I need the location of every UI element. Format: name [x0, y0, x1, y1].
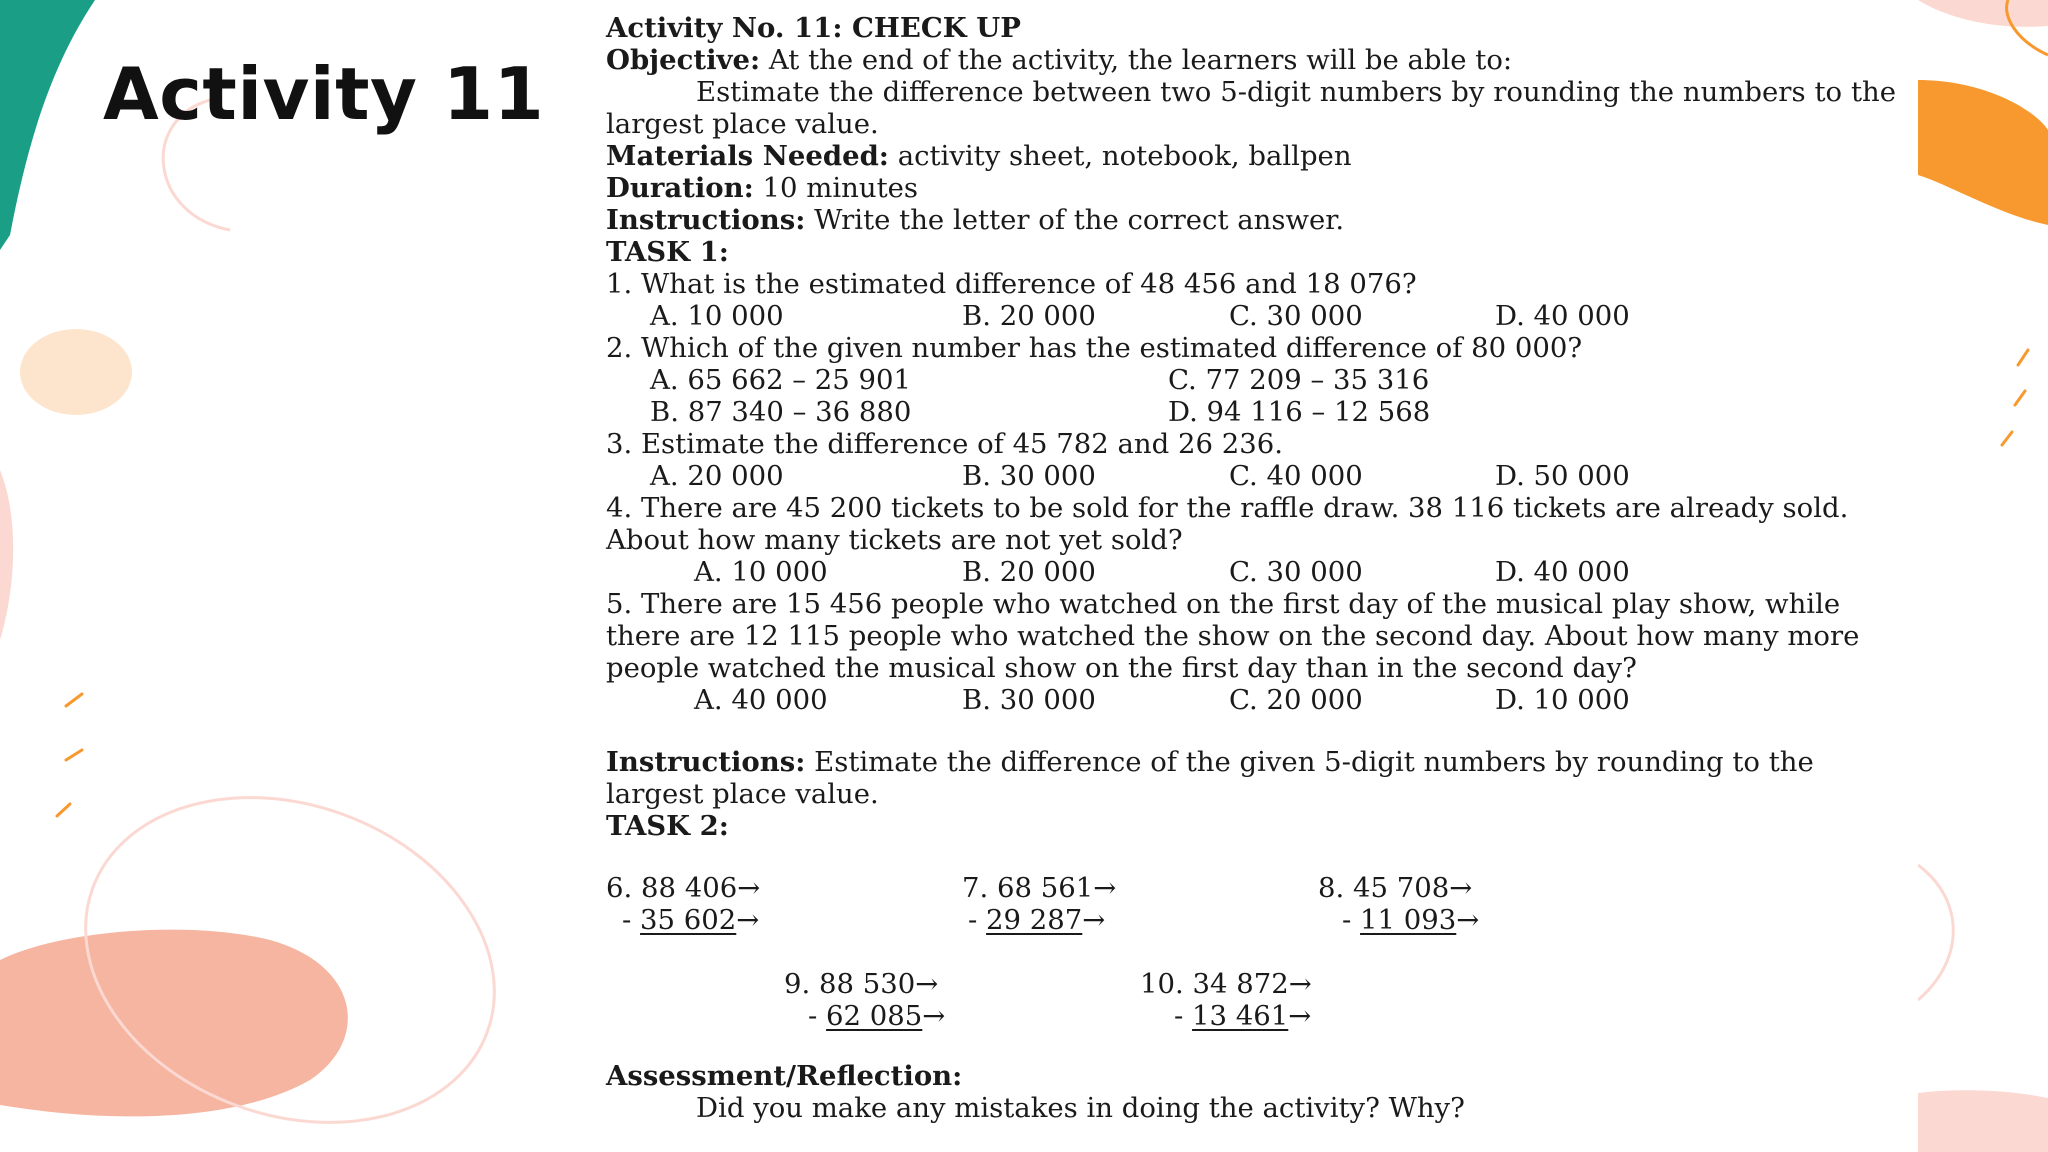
orange-dash	[57, 804, 70, 816]
problem-line-2	[962, 904, 1116, 936]
task2-problems	[606, 872, 1896, 1032]
task1-heading: TASK 1:	[606, 236, 729, 268]
question-4: 4. There are 45 200 tickets to be sold for the raffle draw. 38 116 tickets are already sold. About how many tickets are not yet sold?	[606, 492, 1849, 556]
question-1-choices	[606, 300, 1896, 332]
instructions2-label: Instructions:	[606, 746, 806, 778]
question-1: 1. What is the estimated difference of 48 456 and 18 076?	[606, 268, 1417, 300]
choice-a: A. 40 000	[694, 684, 828, 716]
materials-label: Materials Needed:	[606, 140, 889, 172]
instructions2-line	[606, 746, 1896, 810]
question-5: 5. There are 15 456 people who watched on the first day of the musical play show, while there are 12 115 people who watched the show on the second day. About how many more people watched the musical show on the first day than in the second day?	[606, 588, 1860, 684]
problem-line-2	[1140, 1000, 1312, 1032]
orange-dash	[2018, 350, 2028, 365]
question-4-choices	[606, 556, 1896, 588]
orange-blob	[1918, 80, 2048, 225]
problem-7	[962, 872, 1116, 936]
orange-dash	[2015, 391, 2025, 405]
pink-edge-blob	[0, 470, 13, 640]
subtrahend: 13 461	[1192, 1000, 1289, 1032]
duration-line	[606, 172, 1896, 204]
problem-line-2	[606, 904, 760, 936]
choice-d: D. 40 000	[1495, 556, 1630, 588]
problem-8	[1318, 872, 1479, 936]
choice-b: B. 30 000	[962, 460, 1096, 492]
problem-10	[1140, 968, 1312, 1032]
choice-c: C. 30 000	[1229, 300, 1363, 332]
objective-label: Objective:	[606, 44, 761, 76]
assessment-heading: Assessment/Reflection:	[606, 1060, 963, 1092]
question-2-choices-row2	[606, 396, 1896, 428]
instructions-text: Write the letter of the correct answer.	[805, 204, 1345, 236]
choice-a: A. 10 000	[650, 300, 784, 332]
objective-line	[606, 44, 1896, 76]
problem-line-2	[1318, 904, 1479, 936]
problem-9	[784, 968, 945, 1032]
orange-dash	[66, 750, 82, 760]
objective-detail: Estimate the difference between two 5-digit numbers by rounding the numbers to the largest place value.	[606, 76, 1896, 140]
question-2-choices-row1	[606, 364, 1896, 396]
pink-bottom-blob	[1918, 1090, 2048, 1152]
question-3: 3. Estimate the difference of 45 782 and 26 236.	[606, 428, 1283, 460]
task2-heading: TASK 2:	[606, 810, 729, 842]
subtrahend: 11 093	[1360, 904, 1457, 936]
choice-d: D. 50 000	[1495, 460, 1630, 492]
question-2: 2. Which of the given number has the estimated difference of 80 000?	[606, 332, 1583, 364]
instructions-label: Instructions:	[606, 204, 806, 236]
slide-title: Activity 11	[103, 52, 545, 136]
orange-dash	[66, 694, 82, 706]
choice-b: B. 20 000	[962, 300, 1096, 332]
choice-d: D. 94 116 – 12 568	[1168, 396, 1431, 428]
spacer	[606, 842, 1896, 872]
choice-a: A. 65 662 – 25 901	[650, 364, 912, 396]
problem-line-1: 6. 88 406→	[606, 872, 761, 904]
activity-sheet-text	[606, 12, 1896, 1124]
instructions-line	[606, 204, 1896, 236]
peach-blob	[20, 329, 132, 415]
problem-line-1: 9. 88 530→	[784, 968, 939, 1000]
choice-c: C. 20 000	[1229, 684, 1363, 716]
subtrahend: 35 602	[640, 904, 737, 936]
subtrahend: 29 287	[986, 904, 1083, 936]
objective-text: At the end of the activity, the learners will be able to:	[760, 44, 1513, 76]
spacer	[606, 716, 1896, 746]
problem-line-1: 10. 34 872→	[1140, 968, 1312, 1000]
duration-text: 10 minutes	[753, 172, 919, 204]
duration-label: Duration:	[606, 172, 754, 204]
teal-blob	[0, 0, 95, 250]
instructions2-text: Estimate the difference of the given 5-digit numbers by rounding to the largest place value.	[606, 746, 1814, 810]
choice-a: A. 10 000	[694, 556, 828, 588]
problem-line-2	[784, 1000, 945, 1032]
minus-sign: -	[1174, 1000, 1193, 1032]
minus-sign: -	[1342, 904, 1361, 936]
choice-a: A. 20 000	[650, 460, 784, 492]
choice-c: C. 40 000	[1229, 460, 1363, 492]
salmon-blob	[0, 930, 348, 1117]
choice-b: B. 87 340 – 36 880	[650, 396, 912, 428]
minus-sign: -	[622, 904, 641, 936]
problem-line-1: 8. 45 708→	[1318, 872, 1473, 904]
arrow-icon: →	[736, 904, 760, 936]
problem-6	[606, 872, 760, 936]
choice-d: D. 10 000	[1495, 684, 1630, 716]
spacer	[606, 1032, 1896, 1060]
assessment-question: Did you make any mistakes in doing the activity? Why?	[696, 1092, 1465, 1124]
orange-dash	[2002, 432, 2012, 445]
materials-text: activity sheet, notebook, ballpen	[888, 140, 1352, 172]
choice-b: B. 30 000	[962, 684, 1096, 716]
pink-corner-blob	[1918, 0, 2048, 27]
minus-sign: -	[968, 904, 987, 936]
problem-line-1: 7. 68 561→	[962, 872, 1117, 904]
arrow-icon: →	[1082, 904, 1106, 936]
question-3-choices	[606, 460, 1896, 492]
choice-c: C. 30 000	[1229, 556, 1363, 588]
arrow-icon: →	[922, 1000, 946, 1032]
arrow-icon: →	[1288, 1000, 1312, 1032]
subtrahend: 62 085	[826, 1000, 923, 1032]
materials-line	[606, 140, 1896, 172]
activity-sheet-image	[578, 0, 1918, 1152]
choice-c: C. 77 209 – 35 316	[1168, 364, 1430, 396]
pink-outline-arc	[1918, 865, 1953, 1000]
choice-b: B. 20 000	[962, 556, 1096, 588]
arrow-icon: →	[1456, 904, 1480, 936]
choice-d: D. 40 000	[1495, 300, 1630, 332]
question-5-choices	[606, 684, 1896, 716]
activity-heading: Activity No. 11: CHECK UP	[606, 12, 1021, 44]
minus-sign: -	[808, 1000, 827, 1032]
